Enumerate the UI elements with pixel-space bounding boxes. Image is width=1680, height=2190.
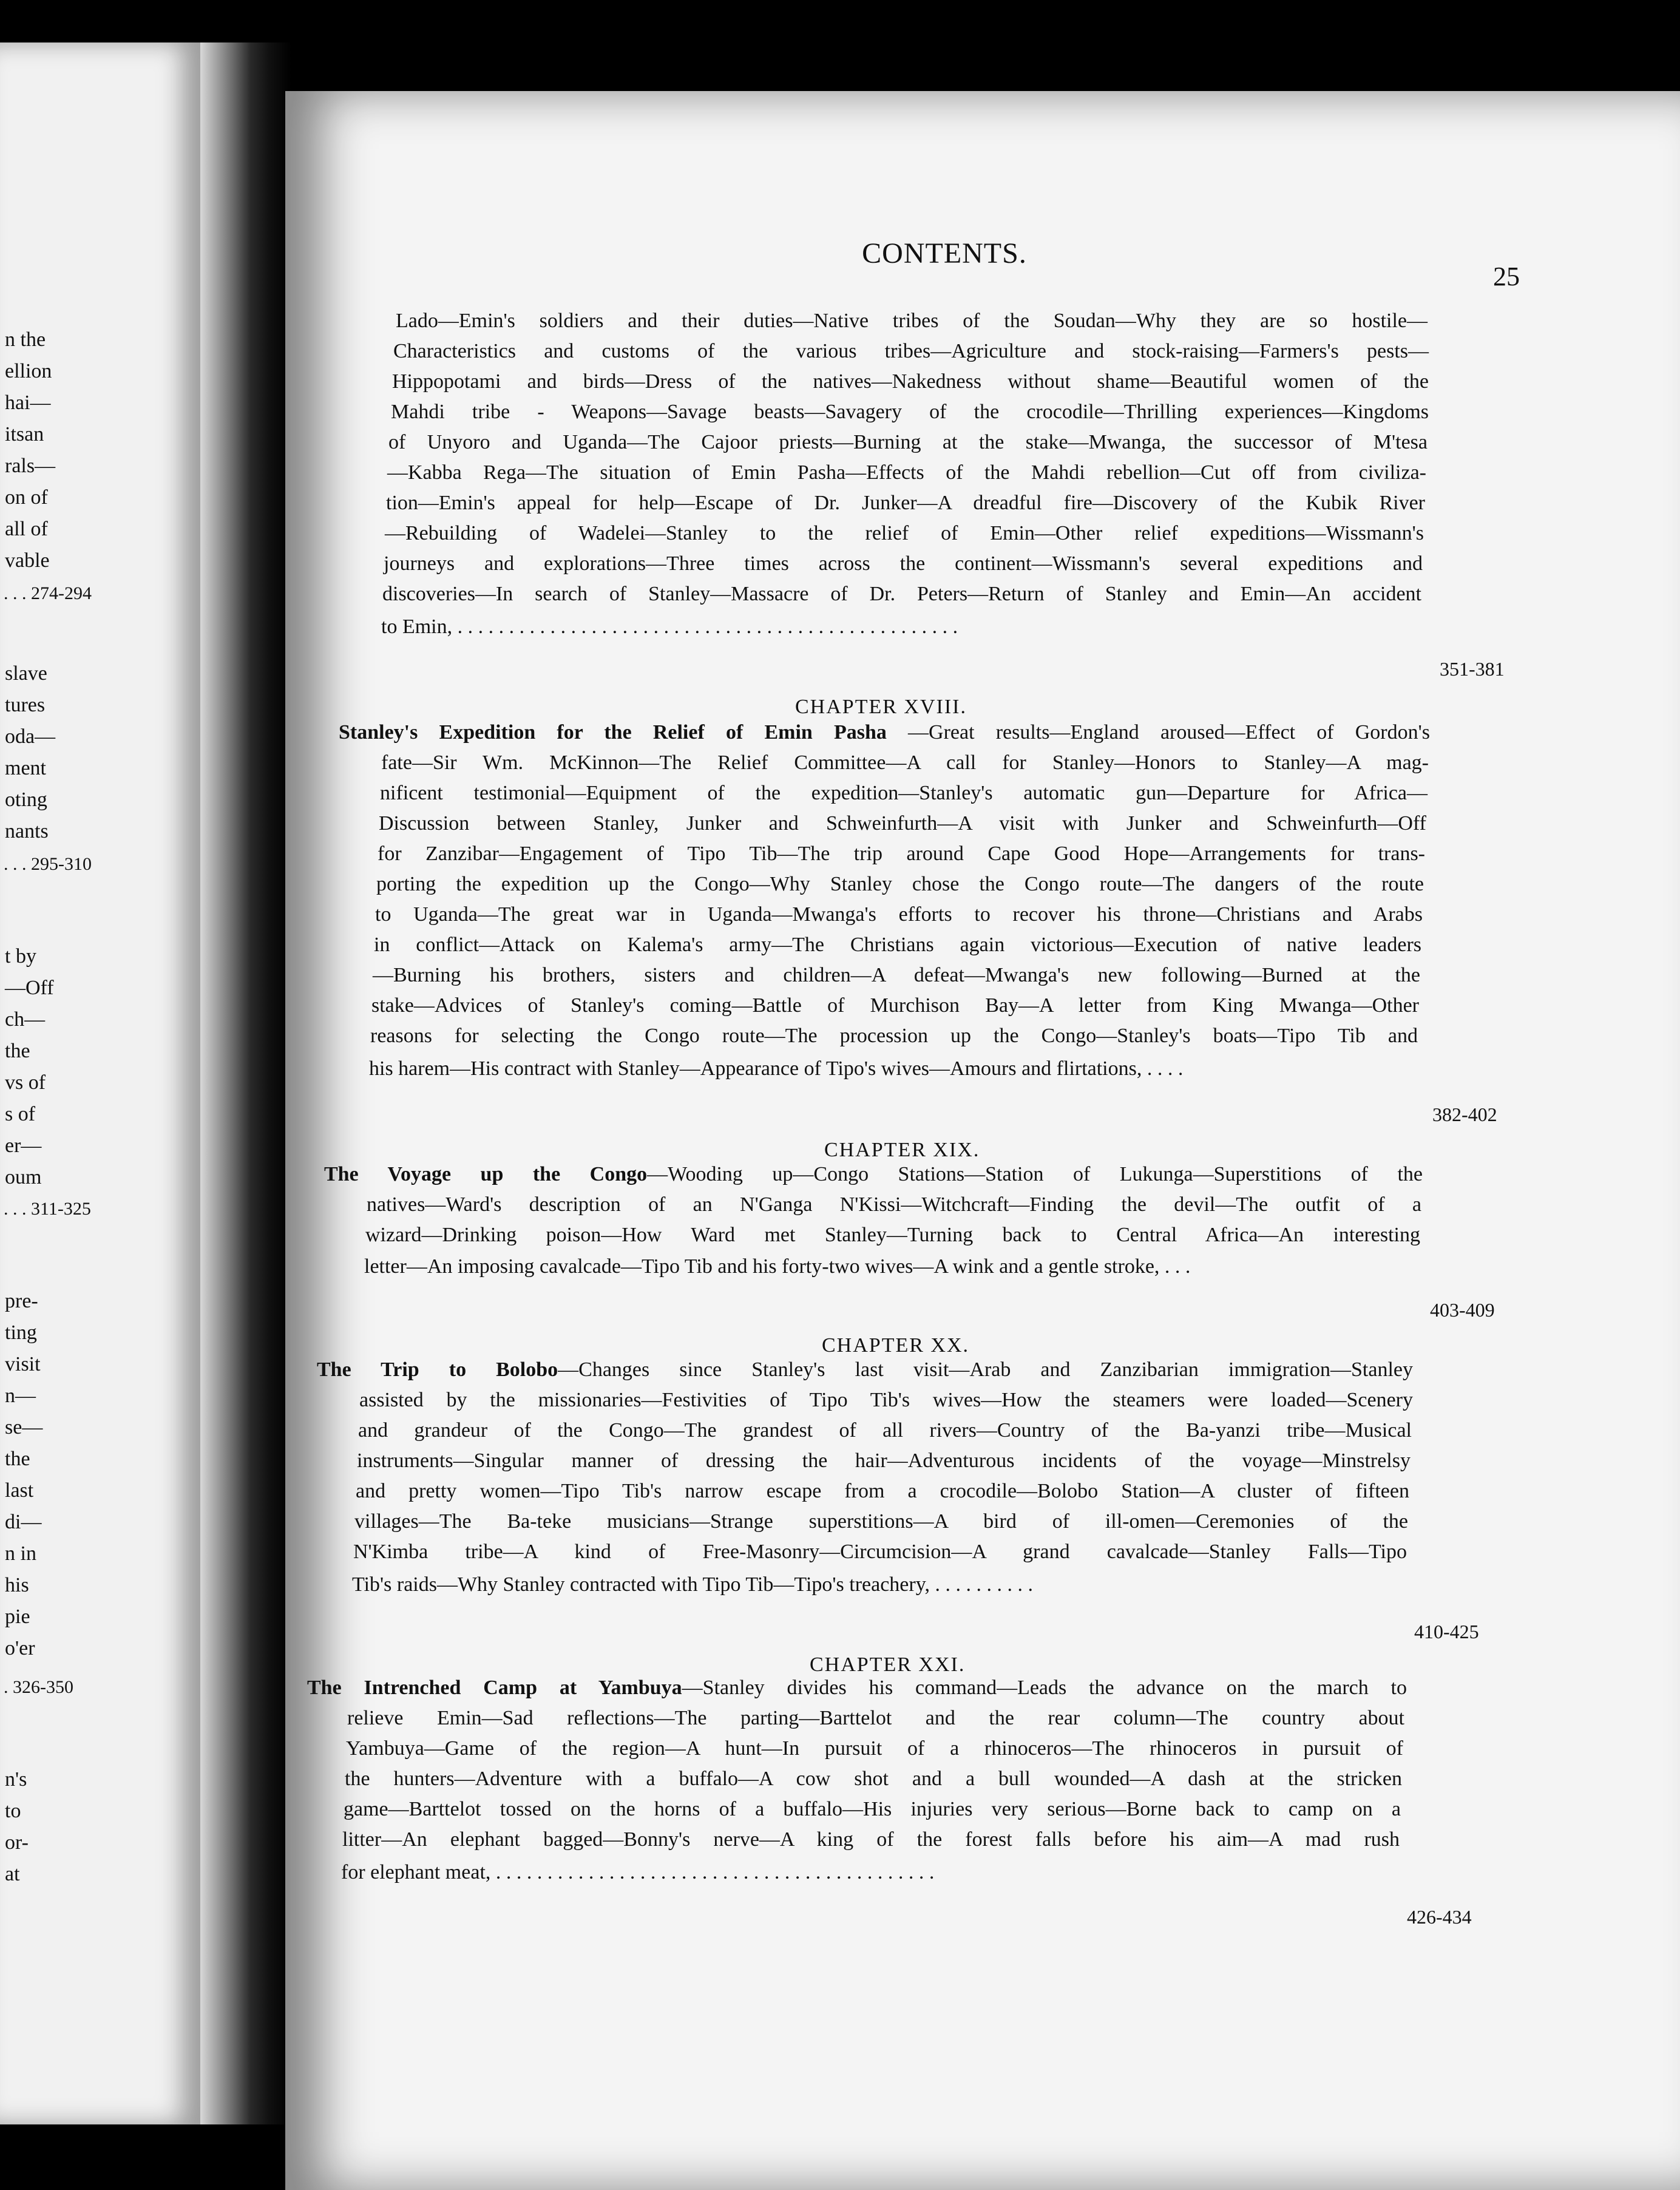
contents-line [307, 1675, 1407, 1701]
contents-line [381, 750, 1429, 776]
left-page-line: er— [5, 1134, 42, 1157]
left-page-line: hai— [5, 392, 51, 414]
entry-text: the hunters—Adventure with a buffalo—A cow shot and a bull wounded—A dash at the stricken [345, 1768, 1402, 1790]
entry-text: natives—Ward's description of an N'Ganga N'Kissi—Witchcraft—Finding the devil—The outfit of a [367, 1193, 1421, 1216]
entry-title: The Voyage up the Congo [324, 1163, 648, 1185]
entry-text: Yambuya—Game of the region—A hunt—In pursuit of a rhinoceros—The rhinoceros in pursuit of [346, 1737, 1403, 1760]
left-page-line: n's [5, 1768, 27, 1791]
contents-line [364, 1254, 1414, 1280]
page-range: 351-381 [1440, 658, 1505, 680]
contents-line [367, 1192, 1421, 1218]
contents-line [382, 581, 1421, 607]
chapter-heading: CHAPTER XXI. [810, 1653, 966, 1676]
entry-text: fate—Sir Wm. McKinnon—The Relief Committee—A call for Stanley—Honors to Stanley—A mag- [381, 751, 1429, 774]
entry-text: N'Kimba tribe—A kind of Free-Masonry—Circumcision—A grand cavalcade—Stanley Falls—Tipo [353, 1541, 1407, 1563]
entry-text: villages—The Ba-teke musicians—Strange superstitions—A bird of ill-omen—Ceremonies of the [354, 1510, 1408, 1533]
left-page-line: ellion [5, 360, 52, 382]
contents-line [379, 811, 1426, 836]
contents-line [352, 1572, 1396, 1598]
left-page-line: rals— [5, 455, 56, 477]
contents-line [380, 781, 1428, 806]
entry-text: of Unyoro and Uganda—The Cajoor priests—Burning at the stake—Mwanga, the successor of M'tesa [388, 431, 1428, 453]
contents-line [370, 1023, 1418, 1049]
left-page-line: his [5, 1574, 29, 1596]
contents-line [374, 932, 1421, 958]
entry-text: Mahdi tribe - Weapons—Savage beasts—Savagery of the crocodile—Thrilling experiences—Kingdoms [391, 401, 1429, 423]
entry-text: Tib's raids—Why Stanley contracted with Tipo Tib—Tipo's treachery, . . . . . . . . . . [352, 1573, 1033, 1596]
contents-line [359, 1388, 1413, 1413]
contents-line [346, 1736, 1403, 1761]
left-page-line: n— [5, 1385, 36, 1407]
entry-text: —Burning his brothers, sisters and children—A defeat—Mwanga's new following—Burned at the [373, 964, 1420, 986]
contents-line [353, 1539, 1407, 1565]
contents-line [392, 369, 1429, 395]
entry-text: his harem—His contract with Stanley—Appearance of Tipo's wives—Amours and flirtations, . . . . [369, 1057, 1184, 1080]
left-page-line: oum [5, 1166, 42, 1188]
entry-text: and pretty women—Tipo Tib's narrow escape from a crocodile—Bolobo Station—A cluster of fifteen [356, 1480, 1409, 1502]
contents-line [344, 1797, 1401, 1822]
left-page-line: vable [5, 549, 50, 572]
left-page-line: itsan [5, 423, 44, 446]
entry-text: Lado—Emin's soldiers and their duties—Native tribes of the Soudan—Why they are so hostile— [396, 310, 1428, 332]
left-page-line: di— [5, 1511, 42, 1533]
left-page-line: ting [5, 1321, 37, 1344]
left-page-line: oda— [5, 725, 56, 748]
contents-line [384, 551, 1423, 577]
chapter-heading: CHAPTER XVIII. [795, 696, 967, 718]
entry-text: —Rebuilding of Wadelei—Stanley to the relief of Emin—Other relief expeditions—Wissmann's [385, 522, 1424, 544]
entry-text: discoveries—In search of Stanley—Massacre of Dr. Peters—Return of Stanley and Emin—An accident [382, 583, 1421, 605]
entry-text: letter—An imposing cavalcade—Tipo Tib and his forty-two wives—A wink and a gentle stroke, . . . [364, 1255, 1191, 1278]
entry-text: —Great results—England aroused—Effect of Gordon's [886, 721, 1430, 744]
chapter-heading: CHAPTER XIX. [824, 1139, 980, 1161]
entry-text: —Kabba Rega—The situation of Emin Pasha—Effects of the Mahdi rebellion—Cut off from civiliza- [387, 461, 1426, 484]
contents-line [396, 308, 1428, 334]
entry-text: porting the expedition up the Congo—Why Stanley chose the Congo route—The dangers of the route [376, 873, 1424, 895]
entry-text: journeys and explorations—Three times across the continent—Wissmann's several expeditions and [384, 552, 1423, 575]
contents-line [347, 1706, 1404, 1731]
entry-text: assisted by the missionaries—Festivities of Tipo Tib's wives—How the steamers were loaded—Scenery [359, 1389, 1413, 1411]
contents-line [393, 339, 1429, 364]
contents-line [324, 1162, 1423, 1187]
contents-line [369, 1056, 1413, 1082]
left-page-line: the [5, 1040, 30, 1062]
left-page-range: . . . 274-294 [4, 583, 92, 603]
entry-text: nificent testimonial—Equipment of the expedition—Stanley's automatic gun—Departure for Africa— [380, 782, 1428, 804]
entry-title: The Intrenched Camp at Yambuya [307, 1676, 682, 1699]
entry-text: for Zanzibar—Engagement of Tipo Tib—The trip around Cape Good Hope—Arrangements for trans- [378, 842, 1425, 865]
left-page-line: on of [5, 486, 48, 509]
left-page-line: or- [5, 1831, 29, 1854]
left-page-range: . 326-350 [4, 1677, 73, 1697]
entry-text: Discussion between Stanley, Junker and Schweinfurth—A visit with Junker and Schweinfurth—Off [379, 812, 1426, 835]
entry-text: for elephant meat, . . . . . . . . . . . . . . . . . . . . . . . . . . . . . . . . . . . . . . . . . . . [341, 1861, 935, 1883]
left-page-line: to [5, 1800, 21, 1822]
entry-text: in conflict—Attack on Kalema's army—The Christians again victorious—Execution of native leaders [374, 934, 1421, 956]
left-page-line: ch— [5, 1008, 46, 1031]
contents-line [387, 460, 1426, 486]
entry-text: relieve Emin—Sad reflections—The parting—Barttelot and the rear column—The country about [347, 1707, 1404, 1729]
book-gutter [200, 42, 291, 2124]
entry-text: and grandeur of the Congo—The grandest of all rivers—Country of the Ba-yanzi tribe—Musical [358, 1419, 1412, 1442]
left-page-line: at [5, 1863, 20, 1885]
left-page-line: s of [5, 1103, 36, 1125]
left-page-line: pre- [5, 1290, 38, 1312]
left-page-line: pie [5, 1605, 30, 1628]
left-page-line: last [5, 1479, 34, 1502]
left-page-line: ment [5, 757, 46, 779]
page-range: 403-409 [1430, 1299, 1495, 1321]
entry-text: Hippopotami and birds—Dress of the natives—Nakedness without shame—Beautiful women of the [392, 370, 1429, 393]
contents-line [358, 1418, 1412, 1443]
entry-text: litter—An elephant bagged—Bonny's nerve—A king of the forest falls before his aim—A mad rush [342, 1828, 1400, 1851]
left-page-range: . . . 295-310 [4, 854, 92, 874]
left-page-line: o'er [5, 1637, 35, 1659]
chapter-heading: CHAPTER XX. [822, 1334, 970, 1357]
entry-title: The Trip to Bolobo [317, 1358, 558, 1381]
left-page-line: nants [5, 820, 49, 842]
page-range: 426-434 [1407, 1906, 1472, 1928]
contents-line [388, 430, 1428, 455]
entry-text: Characteristics and customs of the various tribes—Agriculture and stock-raising—Farmers's pests— [393, 340, 1429, 362]
contents-line [317, 1357, 1413, 1383]
entry-text: —Changes since Stanley's last visit—Arab and Zanzibarian immigration—Stanley [558, 1358, 1413, 1381]
contents-line [375, 902, 1423, 927]
left-page-line: visit [5, 1353, 41, 1375]
left-page-line: slave [5, 662, 47, 685]
contents-line [341, 1860, 1391, 1885]
page-range: 410-425 [1414, 1621, 1479, 1642]
contents-line [371, 993, 1419, 1019]
contents-line [373, 963, 1420, 988]
contents-line [381, 614, 1413, 640]
contents-line [378, 841, 1425, 867]
contents-line [386, 490, 1425, 516]
left-page-line: —Off [5, 977, 54, 999]
contents-line [354, 1509, 1408, 1534]
contents-line [356, 1479, 1409, 1504]
page-title: CONTENTS. [862, 237, 1027, 270]
entry-text: instruments—Singular manner of dressing the hair—Adventurous incidents of the voyage—Minstrelsy [357, 1449, 1411, 1472]
left-page-line: t by [5, 945, 36, 968]
left-page-line: the [5, 1448, 30, 1470]
contents-line [342, 1827, 1400, 1853]
entry-text: stake—Advices of Stanley's coming—Battle of Murchison Bay—A letter from King Mwanga—Other [371, 994, 1419, 1017]
contents-line [376, 872, 1424, 897]
entry-text: —Stanley divides his command—Leads the advance on the march to [682, 1676, 1407, 1699]
contents-line [339, 720, 1430, 745]
entry-text: to Uganda—The great war in Uganda—Mwanga's efforts to recover his throne—Christians and Arabs [375, 903, 1423, 926]
entry-text: —Wooding up—Congo Stations—Station of Lukunga—Superstitions of the [647, 1163, 1423, 1185]
contents-line [391, 399, 1429, 425]
entry-text: to Emin, . . . . . . . . . . . . . . . . . . . . . . . . . . . . . . . . . . . . . . . . . . . . . . . . . [381, 615, 958, 638]
contents-line [385, 521, 1424, 546]
entry-text: tion—Emin's appeal for help—Escape of Dr. Junker—A dreadful fire—Discovery of the Kubik River [386, 492, 1425, 514]
entry-text: reasons for selecting the Congo route—The procession up the Congo—Stanley's boats—Tipo Tib and [370, 1025, 1418, 1047]
left-page-line: vs of [5, 1071, 46, 1094]
contents-line [345, 1766, 1402, 1792]
page-number: 25 [1493, 262, 1520, 291]
left-page-line: tures [5, 694, 46, 716]
left-page-line: se— [5, 1416, 43, 1439]
entry-title: Stanley's Expedition for the Relief of Emin Pasha [339, 721, 887, 744]
left-page-line: n the [5, 328, 46, 351]
entry-text: game—Barttelot tossed on the horns of a buffalo—His injuries very serious—Borne back to camp on a [344, 1798, 1401, 1820]
page-range: 382-402 [1432, 1103, 1497, 1125]
contents-line [357, 1448, 1411, 1474]
left-page-line: oting [5, 788, 47, 811]
left-page-range: . . . 311-325 [4, 1199, 91, 1219]
entry-text: wizard—Drinking poison—How Ward met Stanley—Turning back to Central Africa—An interesting [365, 1224, 1420, 1246]
contents-line [365, 1222, 1420, 1248]
left-page-line: n in [5, 1542, 36, 1565]
left-page-line: all of [5, 518, 48, 540]
